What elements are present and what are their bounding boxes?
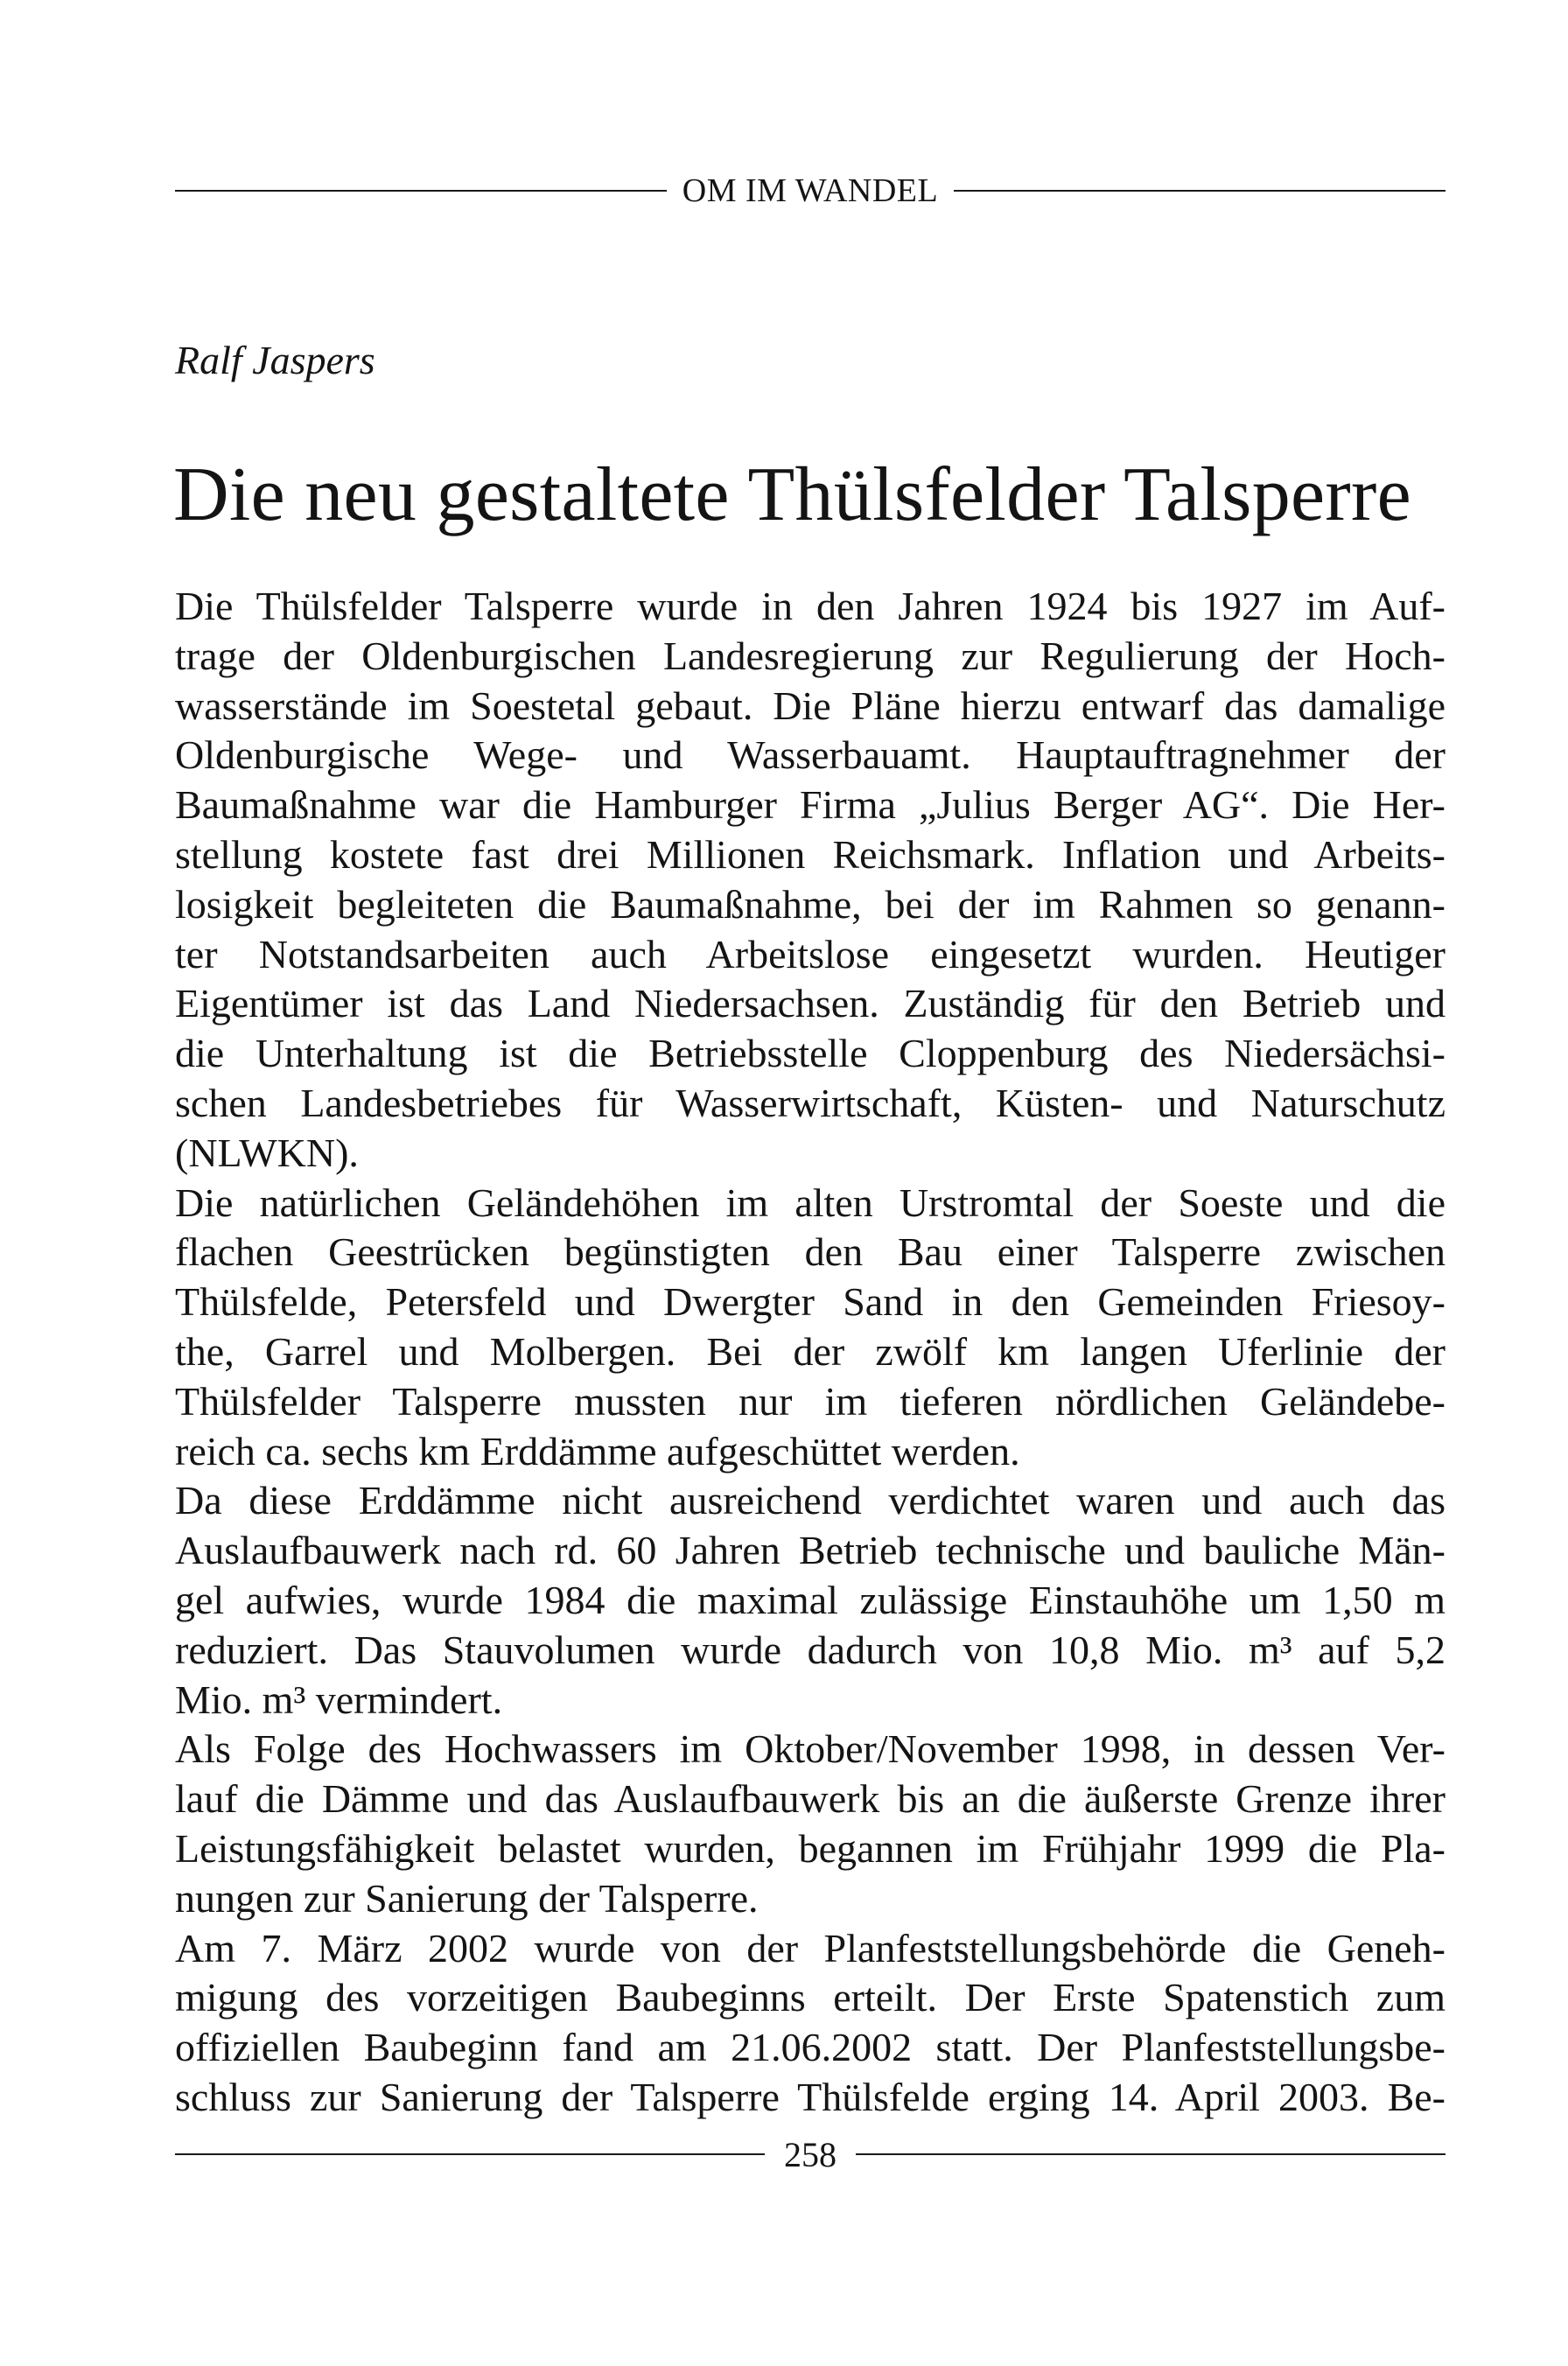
text-line: gel aufwies, wurde 1984 die maximal zulässige Einstauhöhe um 1,50 m [175, 1577, 1446, 1622]
author-name: Ralf Jaspers [175, 338, 375, 382]
footer-rule-right [856, 2153, 1446, 2155]
text-line: (NLWKN). [175, 1130, 359, 1175]
paragraph [175, 1476, 1446, 1725]
text-line: trage der Oldenburgischen Landesregierung zur Regulierung der Hoch- [175, 633, 1446, 678]
running-title: OM IM WANDEL [682, 172, 939, 209]
text-line: ter Notstandsarbeiten auch Arbeitslose eingesetzt wurden. Heutiger [175, 931, 1446, 976]
text-line: Die Thülsfelder Talsperre wurde in den Jahren 1924 bis 1927 im Auf- [175, 584, 1446, 628]
paragraph [175, 1179, 1446, 1477]
text-line: Leistungsfähigkeit belastet wurden, begannen im Frühjahr 1999 die Pla- [175, 1825, 1446, 1871]
text-line: wasserstände im Soestetal gebaut. Die Pläne hierzu entwarf das damalige [175, 682, 1446, 728]
text-line: Am 7. März 2002 wurde von der Planfeststellungsbehörde die Geneh- [175, 1925, 1446, 1970]
text-line: Auslaufbauwerk nach rd. 60 Jahren Betrieb technische und bauliche Män- [175, 1528, 1446, 1573]
running-header [175, 166, 1446, 215]
text-line: losigkeit begleiteten die Baumaßnahme, bei der im Rahmen so genann- [175, 881, 1446, 927]
text-line: reich ca. sechs km Erddämme aufgeschüttet werden. [175, 1428, 1020, 1474]
text-line: die Unterhaltung ist die Betriebsstelle Cloppenburg des Niedersächsi- [175, 1031, 1446, 1076]
text-line: flachen Geestrücken begünstigten den Bau einer Talsperre zwischen [175, 1229, 1446, 1275]
footer-rule-left [175, 2153, 765, 2155]
text-line: Die natürlichen Geländehöhen im alten Urstromtal der Soeste und die [175, 1180, 1446, 1225]
text-line: schluss zur Sanierung der Talsperre Thülsfelde erging 14. April 2003. Be- [175, 2074, 1446, 2119]
text-line: nungen zur Sanierung der Talsperre. [175, 1875, 759, 1921]
article-title: Die neu gestaltete Thülsfelder Talsperre [173, 452, 1411, 537]
text-line: Mio. m³ vermindert. [175, 1676, 503, 1722]
header-rule-left [175, 190, 667, 192]
text-line: Oldenburgische Wege- und Wasserbauamt. Hauptauftragnehmer der [175, 732, 1446, 778]
text-line: offiziellen Baubeginn fand am 21.06.2002 statt. Der Planfeststellungsbe- [175, 2025, 1446, 2070]
text-line: lauf die Dämme und das Auslaufbauwerk bis an die äußerste Grenze ihrer [175, 1776, 1446, 1822]
text-line: Thülsfelde, Petersfeld und Dwergter Sand in den Gemeinden Friesoy- [175, 1279, 1446, 1325]
paragraph [175, 582, 1446, 1179]
text-line: Thülsfelder Talsperre mussten nur im tieferen nördlichen Geländebe- [175, 1378, 1446, 1424]
text-line: Eigentümer ist das Land Niedersachsen. Zuständig für den Betrieb und [175, 981, 1446, 1026]
text-line: schen Landesbetriebes für Wasserwirtschaft, Küsten- und Naturschutz [175, 1080, 1446, 1125]
article-body [175, 582, 1446, 2123]
text-line: Da diese Erddämme nicht ausreichend verdichtet waren und auch das [175, 1478, 1446, 1523]
text-line: stellung kostete fast drei Millionen Reichsmark. Inflation und Arbeits- [175, 831, 1446, 877]
text-line: reduziert. Das Stauvolumen wurde dadurch von 10,8 Mio. m³ auf 5,2 [175, 1627, 1446, 1672]
text-line: Als Folge des Hochwassers im Oktober/November 1998, in dessen Ver- [175, 1726, 1446, 1772]
page-footer [175, 2130, 1446, 2179]
text-line: migung des vorzeitigen Baubeginns erteilt. Der Erste Spatenstich zum [175, 1975, 1446, 2020]
text-line: Baumaßnahme war die Hamburger Firma „Julius Berger AG“. Die Her- [175, 782, 1446, 828]
paragraph [175, 1725, 1446, 1923]
text-line: the, Garrel und Molbergen. Bei der zwölf km langen Uferlinie der [175, 1328, 1446, 1374]
paragraph [175, 1924, 1446, 2123]
page-number: 258 [784, 2134, 836, 2174]
header-rule-right [954, 190, 1446, 192]
